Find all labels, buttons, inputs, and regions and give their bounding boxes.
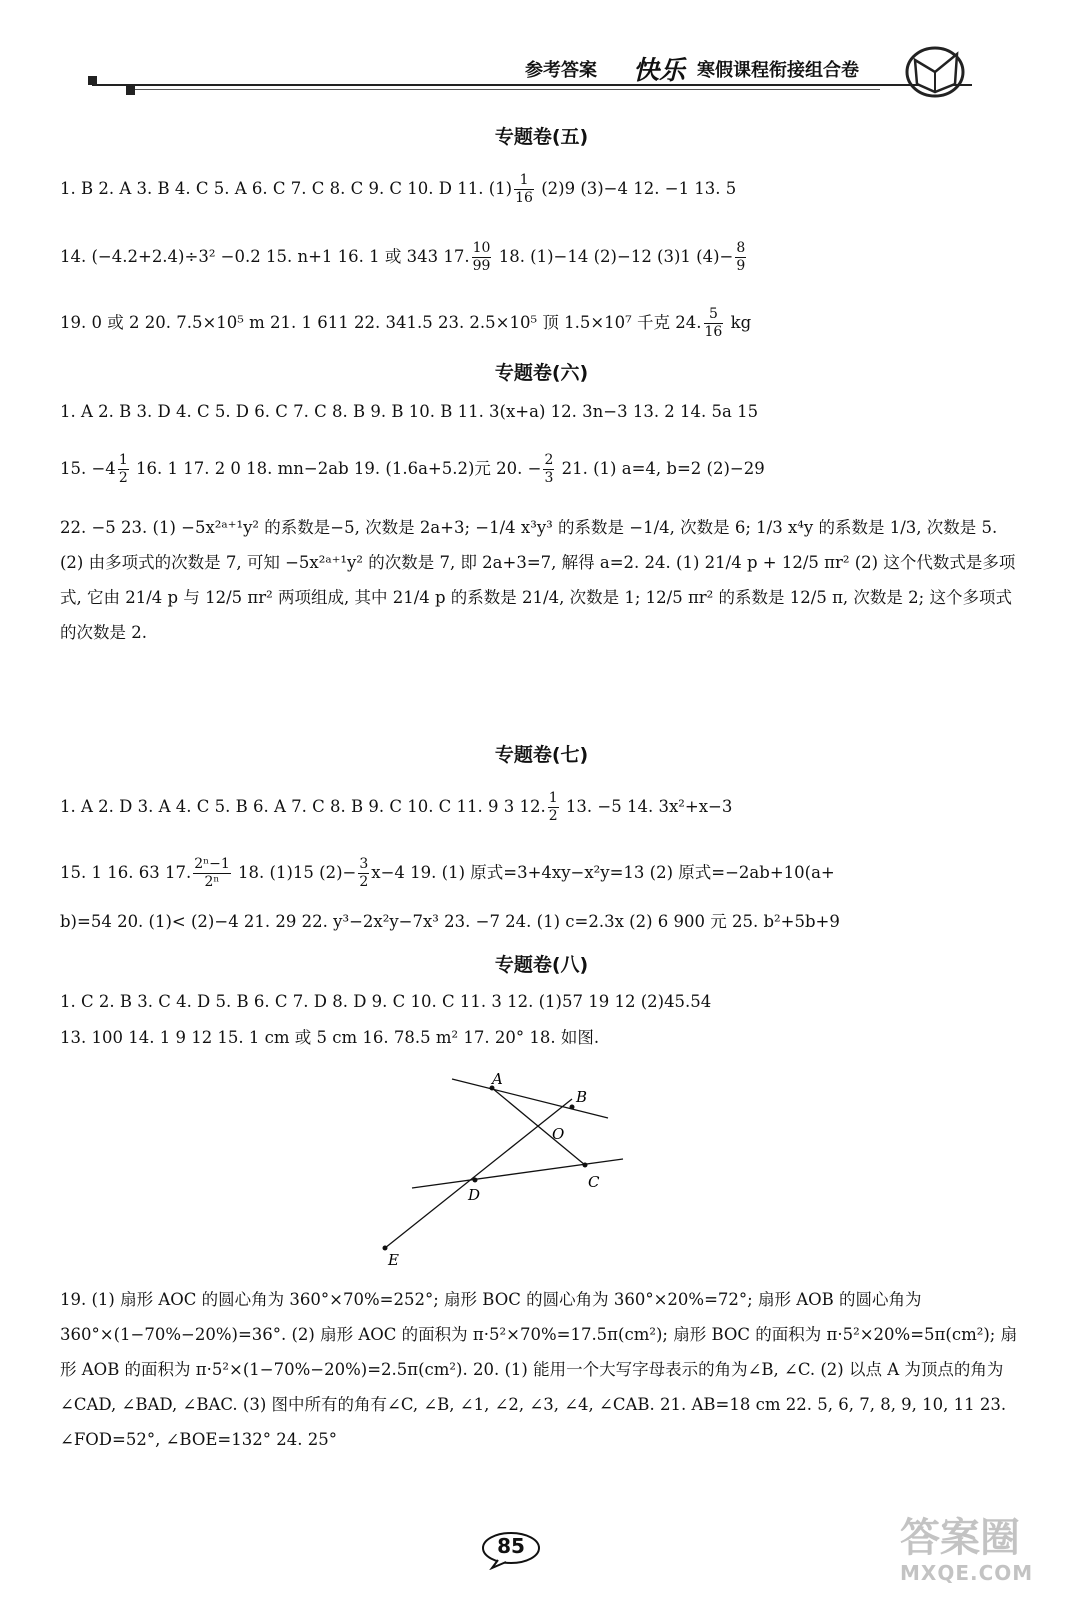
fraction [548,790,559,825]
answer-text: 15. 1 16. 63 17. [60,863,192,882]
point-b [570,1105,575,1110]
label-o: O [552,1125,565,1143]
answer-text: 14. (−4.2+2.4)÷3² −0.2 15. n+1 16. 1 或 343 17. [60,247,470,266]
answer-text: 1. A 2. B 3. D 4. C 5. D 6. C 7. C 8. B 9. B 10. B 11. 3(x+a) 12. 3n−3 13. 2 14. 5a 15 [60,402,759,421]
fraction [704,306,724,341]
numerator: 1 [548,790,558,806]
answer-line [60,400,758,424]
label-a: A [492,1070,503,1088]
answer-line [60,240,748,275]
answer-text: x−4 19. (1) 原式=3+4xy−x²y=13 (2) 原式=−2ab+10(a+ [371,863,835,882]
section-title-7: 专题卷(七) [494,744,589,766]
denominator: 2ⁿ [204,874,220,890]
answer-paragraph: 19. (1) 扇形 AOC 的圆心角为 360°×70%=252°; 扇形 BOC 的圆心角为 360°×20%=72°; 扇形 AOB 的圆心角为 360°×(1−70%−20%)=36°. (2) 扇形 AOC 的面积为 π·5²×70%=17.5π(cm²); 扇形 BOC 的面积为 π·5²×20%=5π(cm²); 扇形 AOB 的面积为 π·5²×(1−70%−20%)=2.5π(cm²). 20. (1) 能用一个大写字母表示的角为∠B, ∠C. (2) 以点 A 为顶点的角为∠CAD, ∠BAD, ∠BAC. (3) 图中所有的角有∠C, ∠B, ∠1, ∠2, ∠3, ∠4, ∠CAB. 21. AB=18 cm 22. 5, 6, 7, 8, 9, 10, 11 23. ∠FOD=52°, ∠BOE=132° 24. 25° [60,1290,1018,1449]
answer-line [60,452,765,487]
fraction [543,452,554,487]
answer-text: 21. (1) a=4, b=2 (2)−29 [556,459,765,478]
denominator: 2 [359,874,369,890]
answer-text: 15. −4 [60,459,116,478]
label-b: B [576,1088,588,1106]
answer-text: (2)9 (3)−4 12. −1 13. 5 [535,179,737,198]
page-header [0,0,1083,110]
label-c: C [588,1173,600,1191]
section-title-8: 专题卷(八) [494,954,589,976]
answer-text: 18. (1)−14 (2)−12 (3)1 (4)− [493,247,734,266]
label-e: E [388,1251,399,1269]
fraction [514,172,534,207]
fraction [472,240,492,275]
watermark [900,1515,1075,1595]
numerator: 2 [544,452,554,468]
denominator: 9 [736,258,746,274]
book-logo-icon [905,42,967,100]
section-title-6: 专题卷(六) [494,362,589,384]
numerator: 8 [736,240,746,256]
header-square [126,86,135,95]
point-e [383,1246,388,1251]
answer-text: 19. 0 或 2 20. 7.5×10⁵ m 21. 1 611 22. 341.5 23. 2.5×10⁵ 顶 1.5×10⁷ 千克 24. [60,313,702,332]
header-rule [92,84,972,86]
answer-line [60,990,711,1014]
fraction [735,240,746,275]
denominator: 16 [704,324,723,340]
denominator: 2 [548,808,558,824]
denominator: 99 [472,258,491,274]
point-c [583,1163,588,1168]
page-number-badge [480,1530,542,1570]
denominator: 16 [515,190,533,206]
numerator: 1 [514,172,534,190]
numerator: 5 [704,306,724,324]
point-d [473,1178,478,1183]
answer-text: kg [725,313,752,332]
answer-text: 18. (1)15 (2)− [232,863,357,882]
answer-line [60,1026,599,1050]
header-brand: 快乐 [633,56,686,86]
numerator: 3 [359,856,369,872]
header-series-title: 寒假课程衔接组合卷 [697,60,859,81]
fraction [118,452,129,487]
answer-line [60,306,751,341]
page-number: 85 [497,1534,525,1558]
answer-line [60,790,732,825]
denominator: 3 [544,470,554,486]
answer-paragraph: 22. −5 23. (1) −5x²ᵃ⁺¹y² 的系数是−5, 次数是 2a+3; −1/4 x³y³ 的系数是 −1/4, 次数是 6; 1/3 x⁴y 的系数是 1/3, 次数是 5. (2) 由多项式的次数是 7, 可知 −5x²ᵃ⁺¹y² 的次数是 7, 即 2a+3=7, 解得 a=2. 24. (1) 21/4 p + 12/5 πr² (2) 这个代数式是多项式, 它由 21/4 p 与 12/5 πr² 两项组成, 其中 21/4 p 的系数是 21/4, 次数是 1; 12/5 πr² 的系数是 12/5 π, 次数是 2; 这个多项式的次数是 2. [60,518,1016,642]
answer-text: 13. −5 14. 3x²+x−3 [560,797,733,816]
watermark-url: MXQE.COM [900,1561,1034,1585]
fraction [193,856,231,891]
answer-text: b)=54 20. (1)< (2)−4 21. 29 22. y³−2x²y−7x³ 23. −7 24. (1) c=2.3x (2) 6 900 元 25. b²+5b+9 [60,912,840,931]
answer-text: 13. 100 14. 1 9 12 15. 1 cm 或 5 cm 16. 78.5 m² 17. 20° 18. 如图. [60,1028,600,1047]
label-d: D [468,1186,481,1204]
header-rule-thin [130,89,880,90]
answer-text: 16. 1 17. 2 0 18. mn−2ab 19. (1.6a+5.2)元 20. − [130,459,542,478]
geometry-figure [380,1062,640,1272]
answer-line [60,910,840,934]
header-left-label: 参考答案 [525,60,597,81]
section-title-5: 专题卷(五) [494,126,589,148]
numerator: 10 [472,240,491,256]
denominator: 2 [118,470,128,486]
answer-text: 1. C 2. B 3. C 4. D 5. B 6. C 7. D 8. D 9. C 10. C 11. 3 12. (1)57 19 12 (2)45.54 [60,992,712,1011]
numerator: 1 [118,452,128,468]
answer-text: 1. B 2. A 3. B 4. C 5. A 6. C 7. C 8. C 9. C 10. D 11. (1) [60,179,513,198]
answer-text: 1. A 2. D 3. A 4. C 5. B 6. A 7. C 8. B 9. C 10. C 11. 9 3 12. [60,797,546,816]
answer-line [60,856,835,891]
fraction [358,856,369,891]
watermark-logo-text: 答案圈 [900,1515,1020,1561]
numerator: 2ⁿ−1 [194,856,230,872]
header-square [88,76,97,85]
answer-line [60,172,736,207]
ray-eb [385,1099,572,1248]
